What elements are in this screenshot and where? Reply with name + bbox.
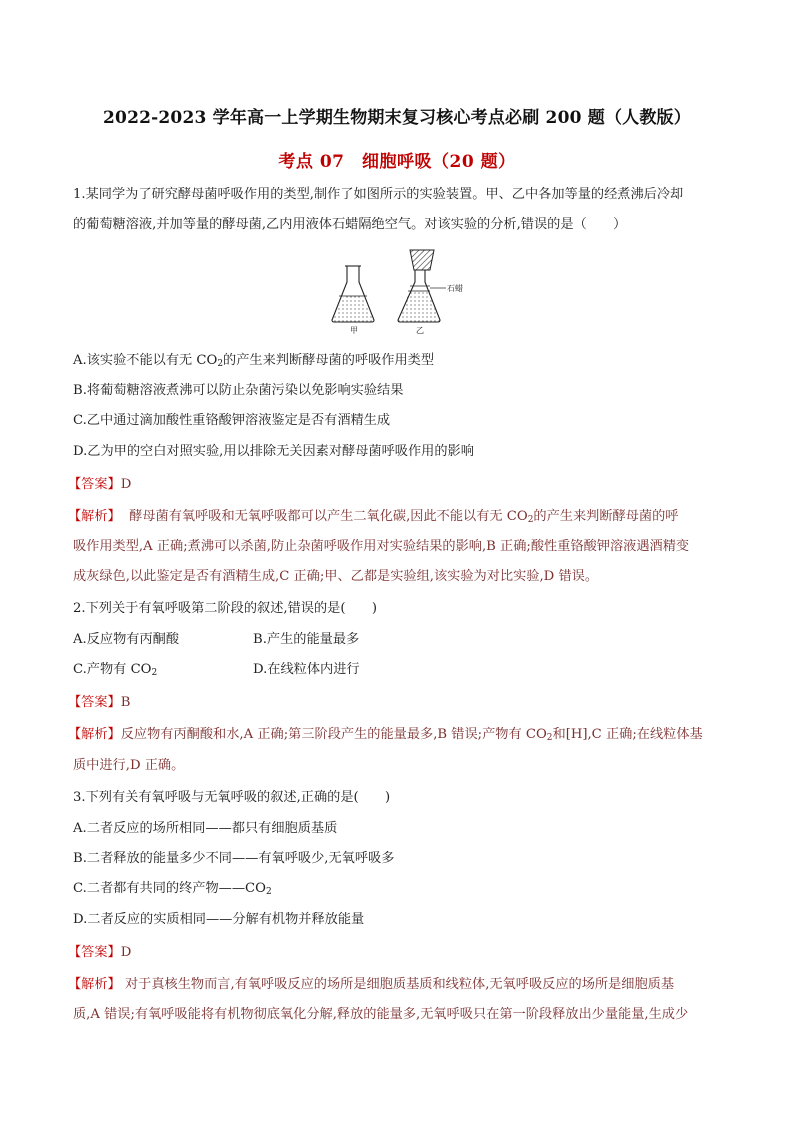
q1-stem-line-1: 1.某同学为了研究酵母菌呼吸作用的类型,制作了如图所示的实验装置。甲、乙中各加等量的经煮沸后冷却 <box>73 187 684 202</box>
q1-stem-line-2: 的葡萄糖溶液,并加等量的酵母菌,乙内用液体石蜡隔绝空气。对该实验的分析,错误的是（ ） <box>73 217 627 232</box>
q3-explanation-line-2: 质,A 错误;有氧呼吸能将有机物彻底氧化分解,释放的能量多,无氧呼吸只在第一阶段释放出少量能量,生成少 <box>73 1007 689 1022</box>
q3-option-d: D.二者反应的实质相同——分解有机物并释放能量 <box>73 912 365 927</box>
label-paraffin: 石蜡 <box>447 284 463 293</box>
q3-answer: 【答案】D <box>68 945 132 960</box>
q3-option-a: A.二者反应的场所相同——都只有细胞质基质 <box>73 821 338 836</box>
q1-option-b: B.将葡萄糖溶液煮沸可以防止杂菌污染以免影响实验结果 <box>73 383 404 398</box>
flask-jia <box>332 266 374 322</box>
q2-explanation-line-2: 质中进行,D 正确。 <box>73 758 185 773</box>
q3-explanation-line-1: 【解析】 对于真核生物而言,有氧呼吸反应的场所是细胞质基质和线粒体,无氧呼吸反应的场所是细胞质基 <box>68 977 675 992</box>
q2-explanation-line-1: 【解析】反应物有丙酮酸和水,A 正确;第三阶段产生的能量最多,B 错误;产物有 $CO_2$和[H],C 正确;在线粒体基 <box>68 727 703 743</box>
q1-answer: 【答案】D <box>68 477 132 492</box>
q1-explanation-line-1: 【解析】 酵母菌有氧呼吸和无氧呼吸都可以产生二氧化碳,因此不能以有无 $CO_2$的产生来判断酵母菌的呼 <box>68 509 679 525</box>
q2-stem: 2.下列关于有氧呼吸第二阶段的叙述,错误的是( ) <box>73 601 377 616</box>
q3-stem: 3.下列有关有氧呼吸与无氧呼吸的叙述,正确的是( ) <box>73 790 391 805</box>
q1-option-c: C.乙中通过滴加酸性重铬酸钾溶液鉴定是否有酒精生成 <box>73 413 391 428</box>
q1-option-d: D.乙为甲的空白对照实验,用以排除无关因素对酵母菌呼吸作用的影响 <box>73 444 474 459</box>
label-jia: 甲 <box>350 326 358 334</box>
label-yi: 乙 <box>416 326 424 334</box>
q1-option-a: A.该实验不能以有无 $CO_2$的产生来判断酵母菌的呼吸作用类型 <box>73 353 435 369</box>
q2-options-row-2: C.产物有 $CO_2$ D.在线粒体内进行 <box>73 662 360 678</box>
q3-option-b: B.二者释放的能量多少不同——有氧呼吸少,无氧呼吸多 <box>73 851 395 866</box>
flask-yi <box>398 250 446 322</box>
q3-option-c: C.二者都有共同的终产物$——CO_2$ <box>73 881 272 897</box>
q1-explanation-line-3: 成灰绿色,以此鉴定是否有酒精生成,C 正确;甲、乙都是实验组,该实验为对比实验,D 错误。 <box>73 569 599 584</box>
q1-explanation-line-2: 吸作用类型,A 正确;煮沸可以杀菌,防止杂菌呼吸作用对实验结果的影响,B 正确;酸性重铬酸钾溶液遇酒精变 <box>73 539 690 554</box>
q2-answer: 【答案】B <box>68 695 131 710</box>
page-title: 2022-2023 学年高一上学期生物期末复习核心考点必刷 200 题（人教版） <box>103 108 691 128</box>
q2-options-row-1: A.反应物有丙酮酸 B.产生的能量最多 <box>73 632 360 647</box>
section-title: 考点 07 细胞呼吸（20 题） <box>278 152 516 172</box>
flask-apparatus-figure <box>330 248 470 334</box>
